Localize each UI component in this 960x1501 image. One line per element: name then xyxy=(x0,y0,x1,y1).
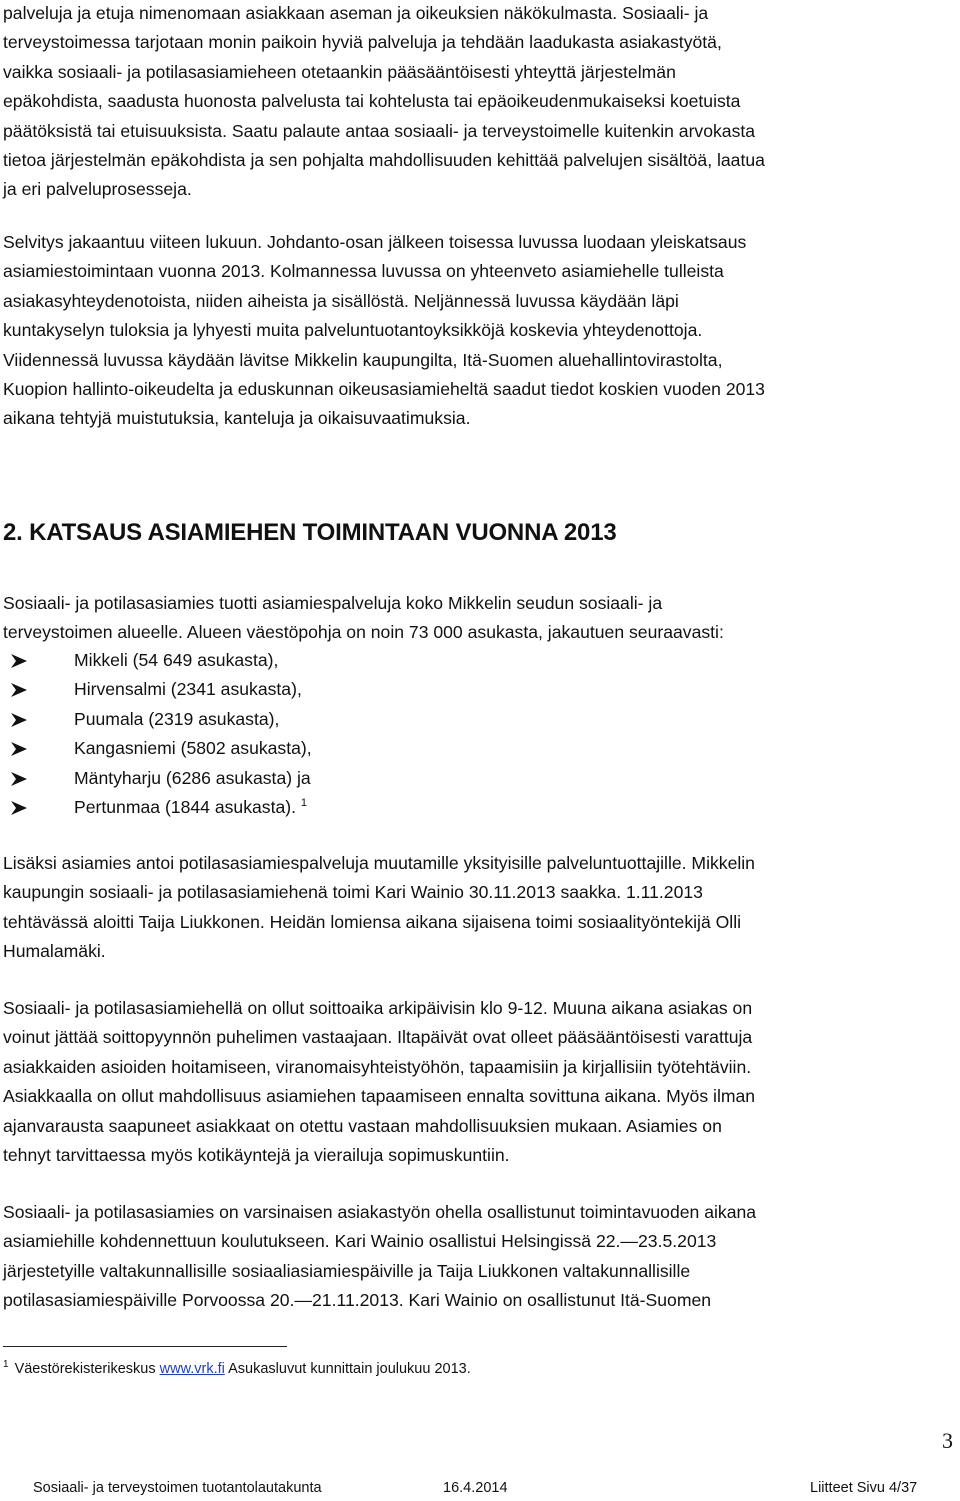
list-item-text: Pertunmaa (1844 asukasta). xyxy=(74,796,297,817)
text-line: tietoa järjestelmän epäkohdista ja sen pohjalta mahdollisuuden kehittää palvelujen sisältöä, laatua xyxy=(3,150,765,171)
paragraph-staff xyxy=(3,849,957,967)
footnote-link[interactable]: www.vrk.fi xyxy=(159,1361,225,1377)
list-item xyxy=(0,705,900,734)
arrow-bullet-icon xyxy=(10,682,28,698)
text-line: Sosiaali- ja potilasasiamies tuotti asiamiespalveluja koko Mikkelin seudun sosiaali- ja xyxy=(3,593,663,613)
text-line: epäkohdista, saadusta huonosta palvelusta tai kohtelusta tai epäoikeudenmukaiseksi koetuista xyxy=(3,91,741,112)
text-line: ajanvarausta saapuneet asiakkaat on otettu vastaan mahdollisuuksien mukaan. Asiamies on xyxy=(3,1115,722,1136)
text-line: asiamiestoimintaan vuonna 2013. Kolmannessa luvussa on yhteenveto asiamiehelle tulleista xyxy=(3,261,724,282)
text-line: terveystoimessa tarjotaan monin paikoin hyviä palveluja ja tehdään laadukasta asiakastyötä, xyxy=(3,32,722,53)
arrow-bullet-icon xyxy=(10,741,28,757)
footnote-mark: 1 xyxy=(3,1359,9,1371)
text-line: kaupungin sosiaali- ja potilasasiamiehenä toimi Kari Wainio 30.11.2013 saakka. 1.11.2013 xyxy=(3,882,703,903)
list-item xyxy=(0,764,900,793)
arrow-bullet-icon xyxy=(10,771,28,787)
list-item-text: Puumala (2319 asukasta), xyxy=(74,708,280,729)
text-line: Asiakkaalla on ollut mahdollisuus asiamiehen tapaamiseen ennalta sovittuna aikana. Myös ilman xyxy=(3,1086,756,1107)
footnote-reference[interactable]: 1 xyxy=(300,797,308,810)
list-item-text: Mikkeli (54 649 asukasta), xyxy=(74,650,279,670)
text-line: tehnyt tarvittaessa myös kotikäyntejä ja vierailuja sopimuskuntiin. xyxy=(3,1145,510,1166)
list-item-text: Kangasniemi (5802 asukasta), xyxy=(74,738,312,759)
text-line: Viidennessä luvussa käydään lävitse Mikkelin kaupungilta, Itä-Suomen aluehallintovirastolta, xyxy=(3,349,723,370)
text-line: ja eri palveluprosesseja. xyxy=(3,179,192,200)
page-number: 3 xyxy=(942,1428,953,1453)
text-line: järjestetyille valtakunnallisille sosiaaliasiamiespäiville ja Taija Liukkonen valtakunnallisille xyxy=(3,1260,691,1281)
text-line: Lisäksi asiamies antoi potilasasiamiespalveluja muutamille yksityisille palveluntuottajille. Mikkelin xyxy=(3,853,755,873)
text-line: Humalamäki. xyxy=(3,941,106,962)
text-line: potilasasiamiespäiville Porvoossa 20.—21.11.2013. Kari Wainio on osallistunut Itä-Suomen xyxy=(3,1290,712,1311)
text-line: Sosiaali- ja potilasasiamiehellä on ollut soittoaika arkipäivisin klo 9-12. Muuna aikana asiakas on xyxy=(3,998,753,1018)
text-line: asiakasyhteydenotoista, niiden aiheista ja sisällöstä. Neljännessä luvussa käydään läpi xyxy=(3,290,679,311)
arrow-bullet-icon xyxy=(10,712,28,728)
text-line: palveluja ja etuja nimenomaan asiakkaan aseman ja oikeuksien näkökulmasta. Sosiaali- ja xyxy=(3,3,709,23)
paragraph-service-area xyxy=(3,589,957,648)
list-item xyxy=(0,675,900,704)
footer-committee: Sosiaali- ja terveystoimen tuotantolautakunta xyxy=(33,1480,322,1496)
text-line: päätöksistä tai etuisuuksista. Saatu palaute antaa sosiaali- ja terveystoimelle kuitenkin arvokasta xyxy=(3,120,756,141)
list-item xyxy=(0,734,900,763)
list-item-text: Hirvensalmi (2341 asukasta), xyxy=(74,679,302,700)
text-line: Selvitys jakaantuu viiteen lukuun. Johdanto-osan jälkeen toisessa luvussa luodaan yleiskatsaus xyxy=(3,232,747,252)
paragraph-intro xyxy=(3,0,957,205)
text-line: aikana tehtyjä muistutuksia, kanteluja ja oikaisuvaatimuksia. xyxy=(3,408,471,429)
footer-page-info: Liitteet Sivu 4/37 xyxy=(810,1480,918,1496)
text-line: asiakkaiden asioiden hoitamiseen, viranomaisyhteistyöhön, tapaamisiin ja kirjallisiin työtehtäviin. xyxy=(3,1056,752,1077)
text-line: kuntakyselyn tuloksia ja lyhyesti muita palveluntuotantoyksikköjä koskevia yhteydenottoja. xyxy=(3,320,703,341)
arrow-bullet-icon xyxy=(10,800,28,816)
list-item-text-with-footnote xyxy=(74,793,307,822)
text-line: Kuopion hallinto-oikeudelta ja eduskunnan oikeusasiamieheltä saadut tiedot koskien vuoden 2013 xyxy=(3,379,765,400)
paragraph-structure xyxy=(3,228,957,434)
list-item xyxy=(0,793,900,822)
footnote-description: Asukasluvut kunnittain joulukuu 2013. xyxy=(228,1361,471,1377)
text-line: Sosiaali- ja potilasasiamies on varsinaisen asiakastyön ohella osallistunut toimintavuoden aikana xyxy=(3,1202,757,1222)
text-line: vaikka sosiaali- ja potilasasiamieheen otetaankin pääsääntöisesti yhteyttä järjestelmän xyxy=(3,61,676,82)
paragraph-office-hours xyxy=(3,994,957,1170)
footnote-source: Väestörekisterikeskus xyxy=(14,1361,156,1377)
list-item-text: Mäntyharju (6286 asukasta) ja xyxy=(74,767,311,788)
text-line: asiamiehille kohdennettuun koulutukseen. Kari Wainio osallistui Helsingissä 22.—23.5.2013 xyxy=(3,1231,717,1252)
text-line: terveystoimen alueelle. Alueen väestöpohja on noin 73 000 asukasta, jakautuen seuraavasti: xyxy=(3,622,724,643)
footnote-divider xyxy=(3,1346,287,1347)
paragraph-training xyxy=(3,1198,957,1316)
arrow-bullet-icon xyxy=(10,653,28,669)
municipality-list xyxy=(0,646,900,822)
footnote xyxy=(3,1359,471,1379)
footer-date: 16.4.2014 xyxy=(443,1480,508,1496)
list-item xyxy=(0,646,900,675)
section-heading: 2. KATSAUS ASIAMIEHEN TOIMINTAAN VUONNA 2013 xyxy=(3,519,617,546)
text-line: voinut jättää soittopyynnön puhelimen vastaajaan. Iltapäivät ovat olleet pääsääntöisesti varattuja xyxy=(3,1027,753,1048)
text-line: tehtävässä aloitti Taija Liukkonen. Heidän lomiensa aikana sijaisena toimi sosiaalityöntekijä Olli xyxy=(3,911,742,932)
